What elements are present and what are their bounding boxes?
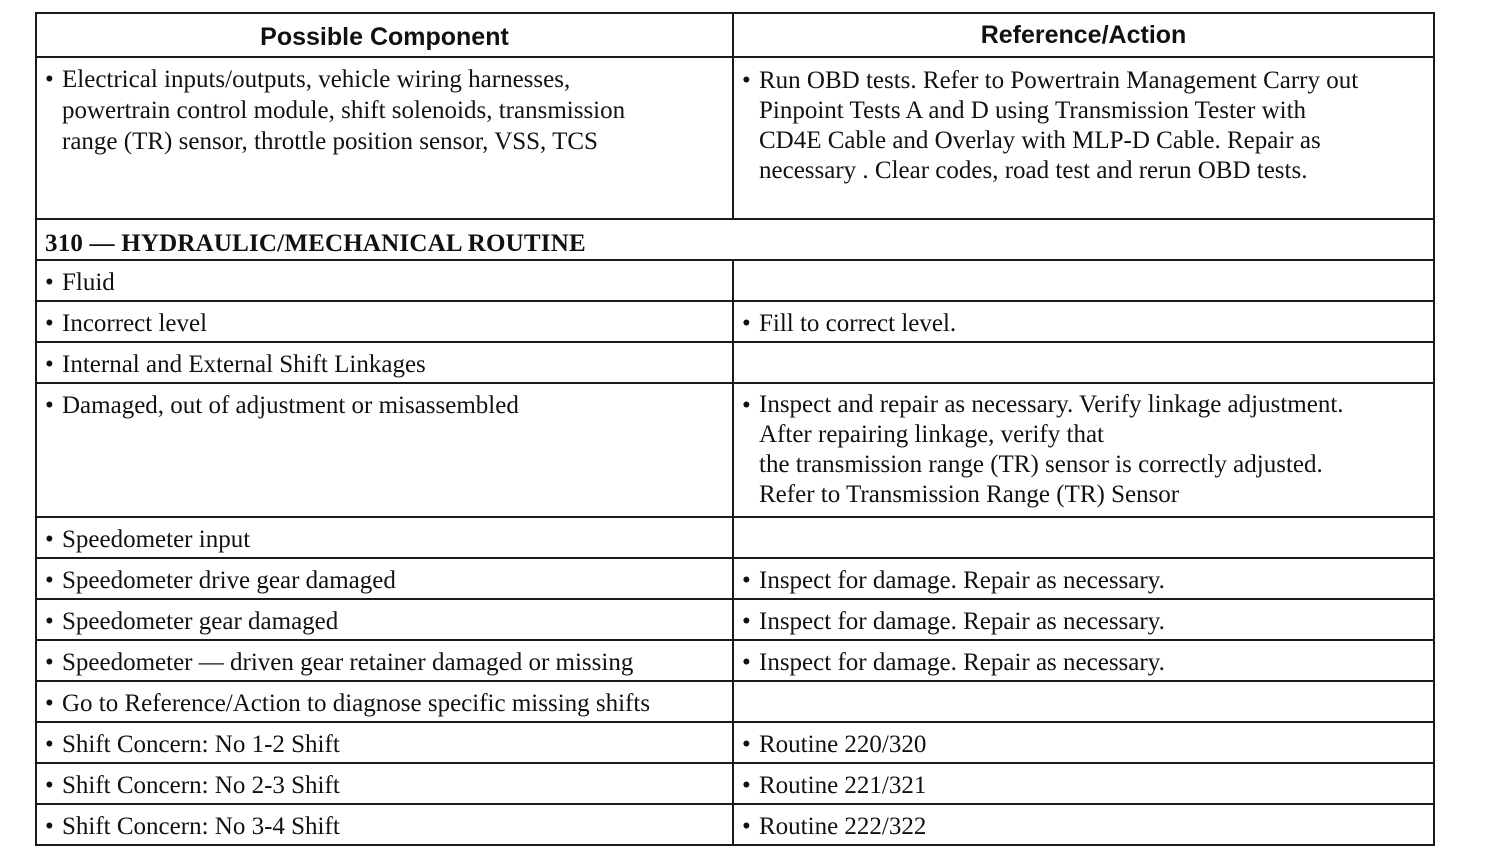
component-text: Incorrect level (62, 310, 208, 337)
action-text: Routine 222/322 (759, 813, 927, 840)
action-cell (734, 518, 1433, 557)
bullet: • (45, 310, 54, 337)
component-cell (37, 764, 734, 803)
header-reference-action: Reference/Action (980, 21, 1187, 49)
component-text: Fluid (62, 269, 115, 296)
action-text: Inspect and repair as necessary. Verify linkage adjustment. After repairing linkage, verify that the transmission range (TR) sensor is correctly adjusted. Refer to Transmission Range (TR) Sensor (759, 391, 1344, 508)
action-text: Fill to correct level. (759, 310, 957, 337)
table-row (35, 723, 1435, 764)
component-cell (37, 384, 734, 516)
bullet: • (742, 567, 751, 594)
action-cell (734, 764, 1433, 803)
component-cell (37, 600, 734, 639)
action-cell (734, 261, 1433, 300)
action-cell (734, 805, 1433, 844)
bullet: • (742, 813, 751, 840)
action-cell (734, 58, 1433, 218)
bullet: • (742, 731, 751, 758)
bullet: • (45, 392, 54, 419)
component-text: Speedometer gear damaged (62, 608, 339, 635)
table-row (35, 764, 1435, 805)
table-row (35, 343, 1435, 384)
component-text: Internal and External Shift Linkages (62, 351, 426, 378)
action-cell (734, 641, 1433, 680)
component-text: Electrical inputs/outputs, vehicle wiring harnesses, powertrain control module, shift solenoids, transmission range (TR) sensor, throttle position sensor, VSS, TCS (62, 66, 626, 155)
bullet: • (742, 392, 751, 419)
action-cell (734, 723, 1433, 762)
component-cell (37, 58, 734, 218)
action-cell (734, 302, 1433, 341)
component-text: Speedometer drive gear damaged (62, 567, 396, 594)
table-row (35, 641, 1435, 682)
section-title: 310 — HYDRAULIC/MECHANICAL ROUTINE (45, 230, 586, 257)
action-cell (734, 559, 1433, 598)
bullet: • (45, 813, 54, 840)
table-row (35, 518, 1435, 559)
table-row (35, 302, 1435, 343)
component-cell (37, 343, 734, 382)
component-cell (37, 805, 734, 844)
section-row (35, 220, 1435, 261)
table-row (35, 682, 1435, 723)
diagnosis-table (35, 12, 1435, 846)
component-cell (37, 559, 734, 598)
action-text: Inspect for damage. Repair as necessary. (759, 649, 1165, 676)
bullet: • (45, 66, 54, 93)
action-cell (734, 384, 1433, 516)
bullet: • (45, 690, 54, 717)
action-text: Run OBD tests. Refer to Powertrain Management Carry out Pinpoint Tests A and D using Transmission Tester with CD4E Cable and Overlay with MLP-D Cable. Repair as necessary . Clear codes, road test and rerun OBD tests. (759, 67, 1359, 184)
bullet: • (742, 608, 751, 635)
table-row (35, 600, 1435, 641)
bullet: • (742, 649, 751, 676)
action-text: Inspect for damage. Repair as necessary. (759, 567, 1165, 594)
action-cell (734, 682, 1433, 721)
bullet: • (45, 772, 54, 799)
table-body (35, 261, 1435, 846)
component-cell (37, 682, 734, 721)
table-header-row (35, 12, 1435, 58)
header-possible-component: Possible Component (37, 14, 734, 56)
component-cell (37, 261, 734, 300)
bullet: • (742, 772, 751, 799)
component-text: Speedometer — driven gear retainer damaged or missing (62, 649, 634, 676)
bullet: • (45, 351, 54, 378)
component-cell (37, 723, 734, 762)
component-text: Shift Concern: No 3-4 Shift (62, 813, 340, 840)
action-cell (734, 343, 1433, 382)
table-row (35, 384, 1435, 518)
component-cell (37, 641, 734, 680)
component-text: Shift Concern: No 2-3 Shift (62, 772, 340, 799)
bullet: • (742, 67, 751, 94)
component-cell (37, 518, 734, 557)
bullet: • (45, 608, 54, 635)
bullet: • (45, 649, 54, 676)
action-cell (734, 600, 1433, 639)
bullet: • (45, 731, 54, 758)
action-text: Inspect for damage. Repair as necessary. (759, 608, 1165, 635)
component-text: Go to Reference/Action to diagnose specific missing shifts (62, 690, 651, 717)
action-text: Routine 220/320 (759, 731, 927, 758)
bullet: • (742, 310, 751, 337)
action-text: Routine 221/321 (759, 772, 927, 799)
table-row-electrical (35, 58, 1435, 220)
table-row (35, 805, 1435, 846)
table-row (35, 559, 1435, 600)
bullet: • (45, 526, 54, 553)
bullet: • (45, 269, 54, 296)
component-text: Speedometer input (62, 526, 251, 553)
component-text: Damaged, out of adjustment or misassembled (62, 392, 519, 419)
component-text: Shift Concern: No 1-2 Shift (62, 731, 340, 758)
table-row (35, 261, 1435, 302)
bullet: • (45, 567, 54, 594)
component-cell (37, 302, 734, 341)
